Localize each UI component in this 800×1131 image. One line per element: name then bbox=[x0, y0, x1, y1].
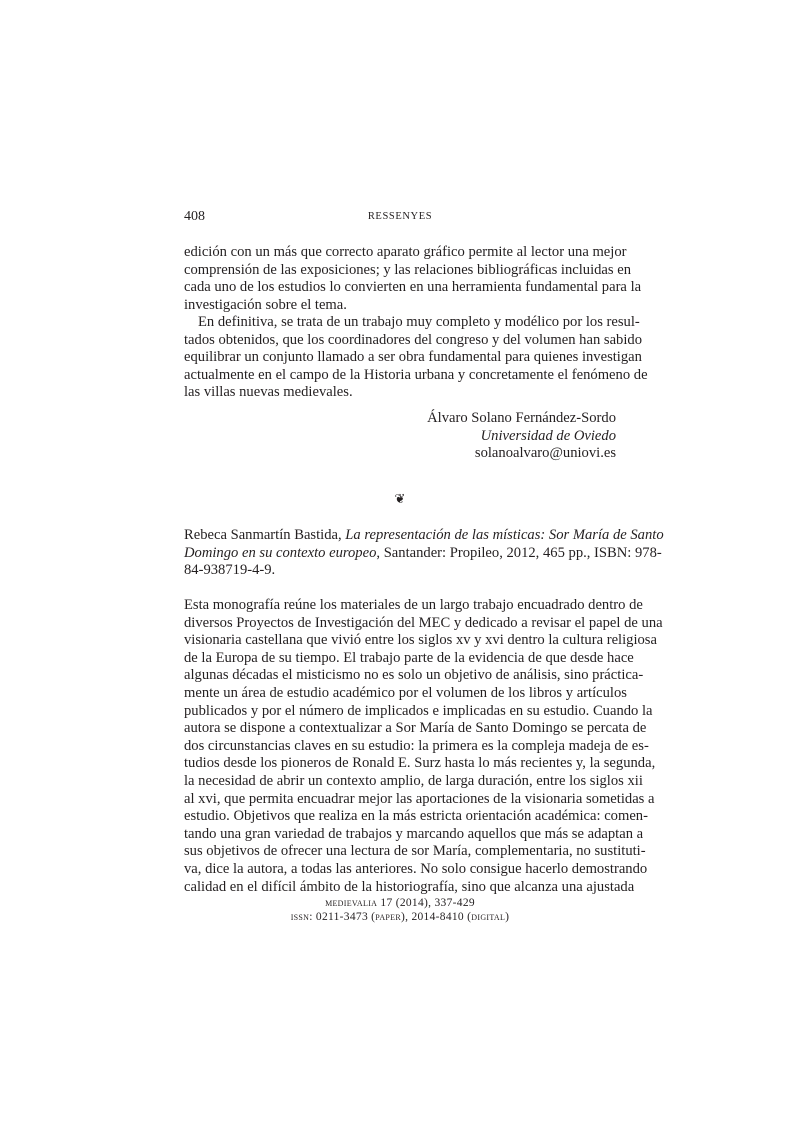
fleuron-ornament: ❦ bbox=[394, 491, 406, 506]
text-line: tados obtenidos, que los coordinadores del congreso y del volumen han sabido bbox=[184, 331, 642, 348]
text-line: cada uno de los estudios lo convierten en una herramienta fundamental para la bbox=[184, 279, 642, 296]
text-line: edición con un más que correcto aparato gráfico permite al lector una mejor bbox=[184, 244, 627, 260]
text-line: mente un área de estudio académico por el volumen de los libros y artículos bbox=[184, 684, 627, 701]
citation-line bbox=[184, 544, 662, 563]
text-line: actualmente en el campo de la Historia urbana y concretamente el fenómeno de bbox=[184, 366, 648, 383]
text-line: la necesidad de abrir un contexto amplio, de larga duración, entre los siglos xii bbox=[184, 772, 643, 789]
citation-publisher: , Santander: Propileo, 2012, 465 pp., ISBN: 978- bbox=[376, 544, 662, 561]
text-line: comprensión de las exposiciones; y las relaciones bibliográficas incluidas en bbox=[184, 261, 632, 278]
text-line: las villas nuevas medievales. bbox=[184, 384, 353, 401]
text-line: equilibrar un conjunto llamado a ser obra fundamental para quienes investigan bbox=[184, 349, 642, 366]
text-line: dos circunstancias claves en su estudio: la primera es la compleja madeja de es- bbox=[184, 737, 649, 754]
text-line: Esta monografía reúne los materiales de un largo trabajo encuadrado dentro de bbox=[184, 597, 643, 613]
reviewer-affiliation: Universidad de Oviedo bbox=[480, 427, 616, 444]
review1-signature bbox=[316, 410, 616, 463]
citation-line bbox=[184, 527, 664, 545]
citation-title: La representación de las místicas: Sor María de Santo bbox=[345, 527, 664, 543]
text-line: estudio. Objetivos que realiza en la más estricta orientación académica: comen- bbox=[184, 808, 648, 825]
text-line: autora se dispone a contextualizar a Sor María de Santo Domingo se percata de bbox=[184, 720, 647, 737]
citation-author: Rebeca Sanmartín Bastida, bbox=[184, 527, 346, 543]
issn-line: issn: 0211-3473 (paper), 2014-8410 (digital) bbox=[290, 911, 510, 923]
review2-citation bbox=[184, 527, 664, 580]
text-line: sus objetivos de ofrecer una lectura de sor María, complementaria, no sustituti- bbox=[184, 843, 646, 860]
running-head bbox=[184, 209, 616, 225]
section-title: RESSENYES bbox=[367, 211, 433, 222]
review1-paragraph-1 bbox=[184, 244, 642, 314]
page-footer bbox=[184, 896, 616, 924]
page-number: 408 bbox=[184, 209, 205, 224]
text-line: visionaria castellana que vivió entre los siglos xv y xvi dentro la cultura religiosa bbox=[184, 632, 657, 649]
reviewer-name: Álvaro Solano Fernández-Sordo bbox=[427, 410, 616, 426]
text-line: diversos Proyectos de Investigación del MEC y dedicado a revisar el papel de una bbox=[184, 614, 663, 631]
citation-line: 84-938719-4-9. bbox=[184, 562, 276, 579]
text-line: de la Europa de su tiempo. El trabajo parte de la evidencia de que desde hace bbox=[184, 649, 634, 666]
citation-title-cont: Domingo en su contexto europeo bbox=[184, 544, 377, 561]
text-line: al xvi, que permita encuadrar mejor las aportaciones de la visionaria sometidas a bbox=[184, 790, 655, 807]
review1-paragraph-2 bbox=[184, 314, 648, 402]
text-line: va, dice la autora, a todas las anteriores. No solo consigue hacerlo demostrando bbox=[184, 860, 648, 877]
text-line: publicados y por el número de implicados e implicadas en su estudio. Cuando la bbox=[184, 702, 653, 719]
text-line: tudios desde los pioneros de Ronald E. Surz hasta lo más recientes y, la segunda, bbox=[184, 755, 656, 772]
text-line: algunas décadas el misticismo no es solo un objetivo de análisis, sino práctica- bbox=[184, 667, 644, 684]
reviewer-email: solanoalvaro@uniovi.es bbox=[474, 445, 616, 462]
text-line: En definitiva, se trata de un trabajo muy completo y modélico por los resul- bbox=[198, 314, 640, 330]
text-line: investigación sobre el tema. bbox=[184, 296, 347, 313]
text-line: tando una gran variedad de trabajos y marcando aquellos que más se adaptan a bbox=[184, 825, 644, 842]
text-line: calidad en el difícil ámbito de la historiografía, sino que alcanza una ajustada bbox=[184, 878, 635, 895]
review2-body bbox=[184, 597, 663, 896]
journal-citation: medievalia 17 (2014), 337-429 bbox=[325, 897, 475, 909]
